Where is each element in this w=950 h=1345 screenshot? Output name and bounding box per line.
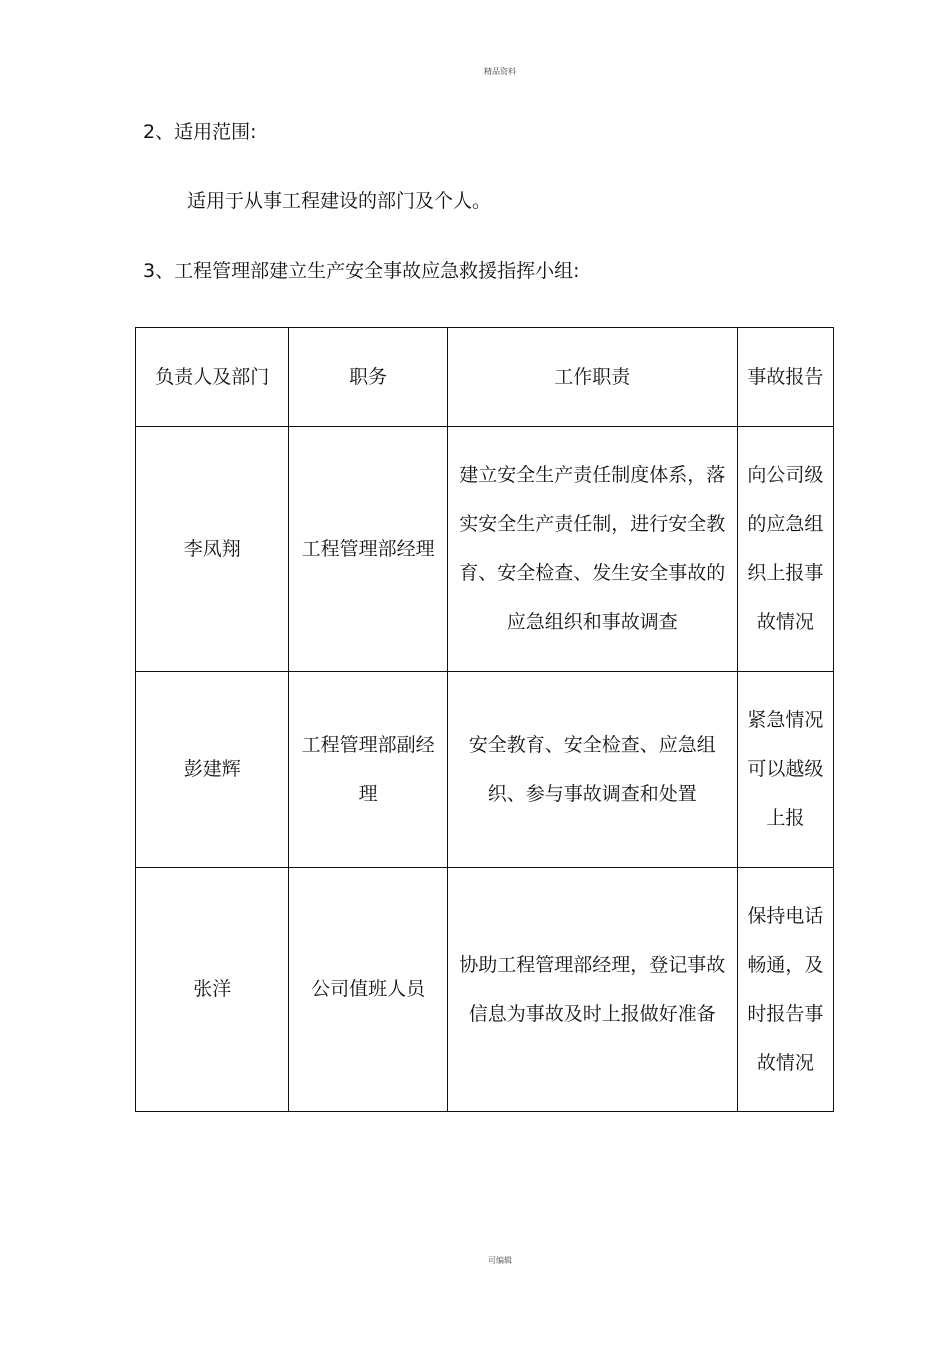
table-row (136, 868, 834, 1112)
cell-duty: 安全教育、安全检查、应急组织、参与事故调查和处置 (447, 672, 737, 868)
cell-post: 公司值班人员 (289, 868, 447, 1112)
header-person: 负责人及部门 (136, 328, 289, 427)
cell-report: 紧急情况可以越级上报 (737, 672, 833, 868)
footer-watermark: 可编辑 (488, 1256, 512, 1265)
section-2-body: 适用于从事工程建设的部门及个人。 (187, 190, 492, 212)
section-2-heading: 2、适用范围: (143, 121, 257, 143)
header-watermark: 精品资料 (484, 67, 516, 76)
cell-post: 工程管理部经理 (289, 427, 447, 672)
cell-duty: 协助工程管理部经理，登记事故信息为事故及时上报做好准备 (447, 868, 737, 1112)
header-post: 职务 (289, 328, 447, 427)
cell-person: 李凤翔 (136, 427, 289, 672)
header-report: 事故报告 (737, 328, 833, 427)
cell-person: 张洋 (136, 868, 289, 1112)
section-3-heading: 3、工程管理部建立生产安全事故应急救援指挥小组: (143, 260, 580, 282)
header-duty: 工作职责 (447, 328, 737, 427)
table-header-row (136, 328, 834, 427)
table-row (136, 672, 834, 868)
cell-report: 向公司级的应急组织上报事故情况 (737, 427, 833, 672)
cell-report: 保持电话畅通，及时报告事故情况 (737, 868, 833, 1112)
emergency-team-table (135, 327, 834, 1112)
cell-post: 工程管理部副经理 (289, 672, 447, 868)
cell-person: 彭建辉 (136, 672, 289, 868)
cell-duty: 建立安全生产责任制度体系，落实安全生产责任制，进行安全教育、安全检查、发生安全事故的应急组织和事故调查 (447, 427, 737, 672)
table-row (136, 427, 834, 672)
